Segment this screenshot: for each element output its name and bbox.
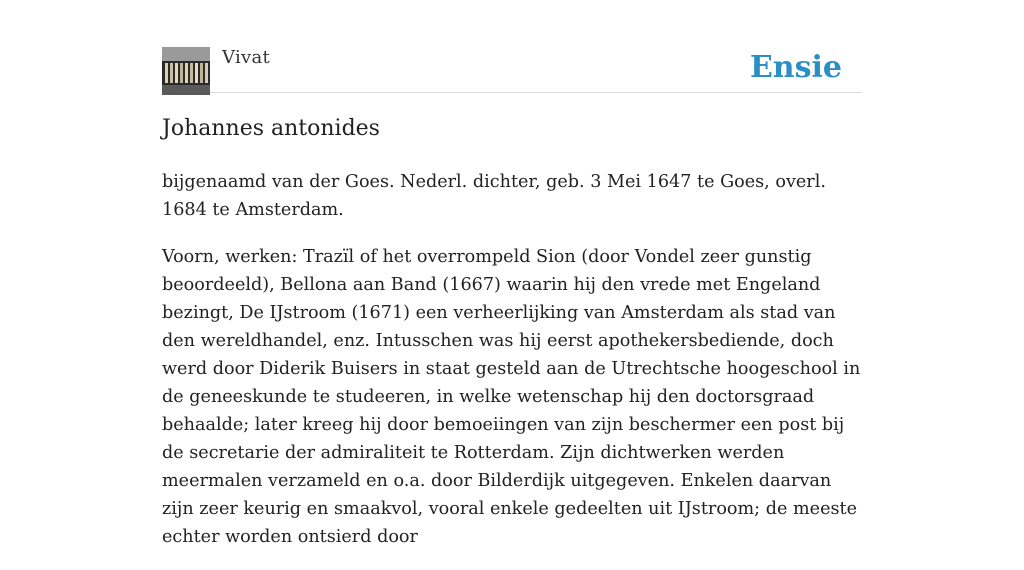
bookshelf-icon xyxy=(162,47,210,95)
article-paragraph: Voorn, werken: Trazïl of het overrompeld Sion (door Vondel zeer gunstig beoordeeld), Bellona aan Band (1667) waarin hij den vrede met Engeland bezingt, De IJstroom (1671) een verheerlijking van Amsterdam als stad van den wereldhandel, enz. Intusschen was hij eerst apothekersbediende, doch werd door Diderik Buisers in staat gesteld aan de Utrechtsche hoogeschool in de geneeskunde te studeeren, in welke wetenschap hij den doctorsgraad behaalde; later kreeg hij door bemoeiingen van zijn beschermer een post bij de secretarie der admiraliteit te Rotterdam. Zijn dichtwerken werden meermalen verzameld en o.a. door Bilderdijk uitgegeven. Enkelen daarvan zijn zeer keurig en smaakvol, vooral enkele gedeelten uit IJstroom; de meeste echter worden ontsierd door xyxy=(162,247,861,547)
source-avatar[interactable] xyxy=(162,47,210,95)
article-title: Johannes antonides xyxy=(162,116,380,141)
brand-logo[interactable]: Ensie xyxy=(749,50,842,85)
source-name[interactable]: Vivat xyxy=(222,47,271,68)
article-paragraph: bijgenaamd van der Goes. Nederl. dichter, geb. 3 Mei 1647 te Goes, overl. 1684 te Amsterdam. xyxy=(162,172,826,220)
article-body xyxy=(162,168,866,570)
header xyxy=(162,44,862,93)
